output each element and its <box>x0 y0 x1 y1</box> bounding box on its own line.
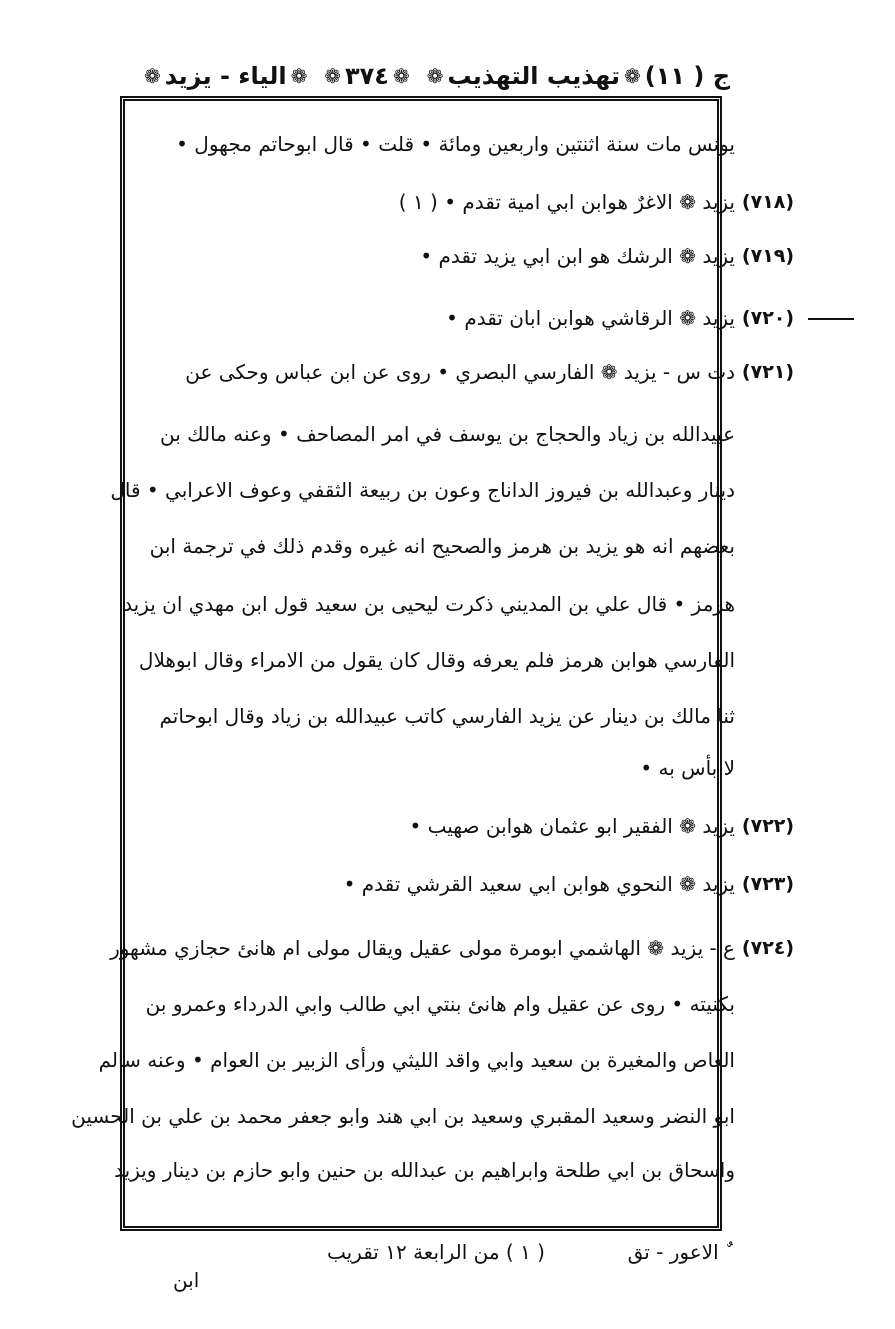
entry-number: (٧٢٢) <box>741 815 795 837</box>
text-line: الفارسي هوابن هرمز فلم يعرفه وقال كان يقول من الامراء وقال ابوهلال <box>138 648 735 672</box>
volume-number: ج ( ١١) <box>644 62 730 90</box>
page-header <box>140 56 730 96</box>
header-page <box>320 62 413 90</box>
text-line: يزيد ❁ الرشك هو ابن ابي يزيد تقدم • <box>420 244 735 268</box>
flower-ornament-icon: ❁ <box>324 64 341 88</box>
footnote-b: ( ١ ) من الرابعة ١٢ تقريب <box>326 1240 545 1264</box>
text-line: يونس مات سنة اثنتين واربعين ومائة • قلت • قال ابوحاتم مجهول • <box>176 132 735 156</box>
text-line: عبيدالله بن زياد والحجاج بن يوسف في امر المصاحف • وعنه مالك بن <box>159 422 735 446</box>
text-line: يزيد ❁ النحوي هوابن ابي سعيد القرشي تقدم • <box>343 872 735 896</box>
book-title: تهذيب التهذيب <box>447 62 620 90</box>
text-line: بكنيته • روى عن عقيل وام هانئ بنتي ابي طالب وابي الدرداء وعمرو بن <box>145 992 735 1016</box>
entry-number: (٧٢٠) <box>741 307 795 329</box>
text-line: يزيد ❁ الفقير ابو عثمان هوابن صهيب • <box>409 814 735 838</box>
text-line: العاص والمغيرة بن سعيد وابي واقد الليثي ورأى الزبير بن العوام • وعنه سالم <box>98 1048 735 1072</box>
entry-number: (٧١٩) <box>741 245 795 267</box>
header-volume <box>423 62 730 90</box>
text-line: يزيد ❁ الاغرٌ هوابن ابي امية تقدم • ( ١ ) <box>398 190 735 214</box>
footnotes <box>165 1240 725 1300</box>
flower-ornament-icon: ❁ <box>290 64 308 88</box>
text-line: ع - يزيد ❁ الهاشمي ابومرة مولى عقيل ويقال مولى ام هانئ حجازي مشهور <box>110 936 735 960</box>
entry-number: (٧٢٤) <box>741 937 795 959</box>
margin-dash <box>808 318 854 320</box>
text-line: لا بأس به • <box>640 756 735 780</box>
footnote-a: ٌ الاعور - تق <box>627 1240 725 1264</box>
flower-ornament-icon: ❁ <box>392 64 410 88</box>
section-title: الياء - يزيد <box>164 62 287 90</box>
flower-ornament-icon: ❁ <box>623 64 641 88</box>
text-line: ابو النضر وسعيد المقبري وسعيد بن ابي هند وابو جعفر محمد بن علي بن الحسين <box>71 1104 735 1128</box>
flower-ornament-icon: ❁ <box>426 64 444 88</box>
text-line: دت س - يزيد ❁ الفارسي البصري • روى عن ابن عباس وحكى عن <box>185 360 735 384</box>
header-section <box>140 62 311 90</box>
entry-number: (٧٢١) <box>741 361 795 383</box>
text-line: هرمز • قال علي بن المديني ذكرت ليحيى بن سعيد قول ابن مهدي ان يزيد <box>123 592 735 616</box>
text-line: بعضهم انه هو يزيد بن هرمز والصحيح انه غيره وقدم ذلك في ترجمة ابن <box>149 534 735 558</box>
text-line: واسحاق بن ابي طلحة وابراهيم بن عبدالله بن حنين وابو حازم بن دينار ويزيد <box>114 1158 735 1182</box>
entry-number: (٧١٨) <box>741 191 795 213</box>
flower-ornament-icon: ❁ <box>144 64 161 88</box>
page-number: ٣٧٤ <box>344 62 389 90</box>
text-line: ثنا مالك بن دينار عن يزيد الفارسي كاتب عبيدالله بن زياد وقال ابوحاتم <box>159 704 735 728</box>
text-line: يزيد ❁ الرقاشي هوابن ابان تقدم • <box>446 306 735 330</box>
entry-number: (٧٢٣) <box>741 873 795 895</box>
catchword: ابن <box>173 1268 200 1292</box>
text-line: دينار وعبدالله بن فيروز الداناج وعون بن ربيعة الثقفي وعوف الاعرابي • قال <box>110 478 735 502</box>
